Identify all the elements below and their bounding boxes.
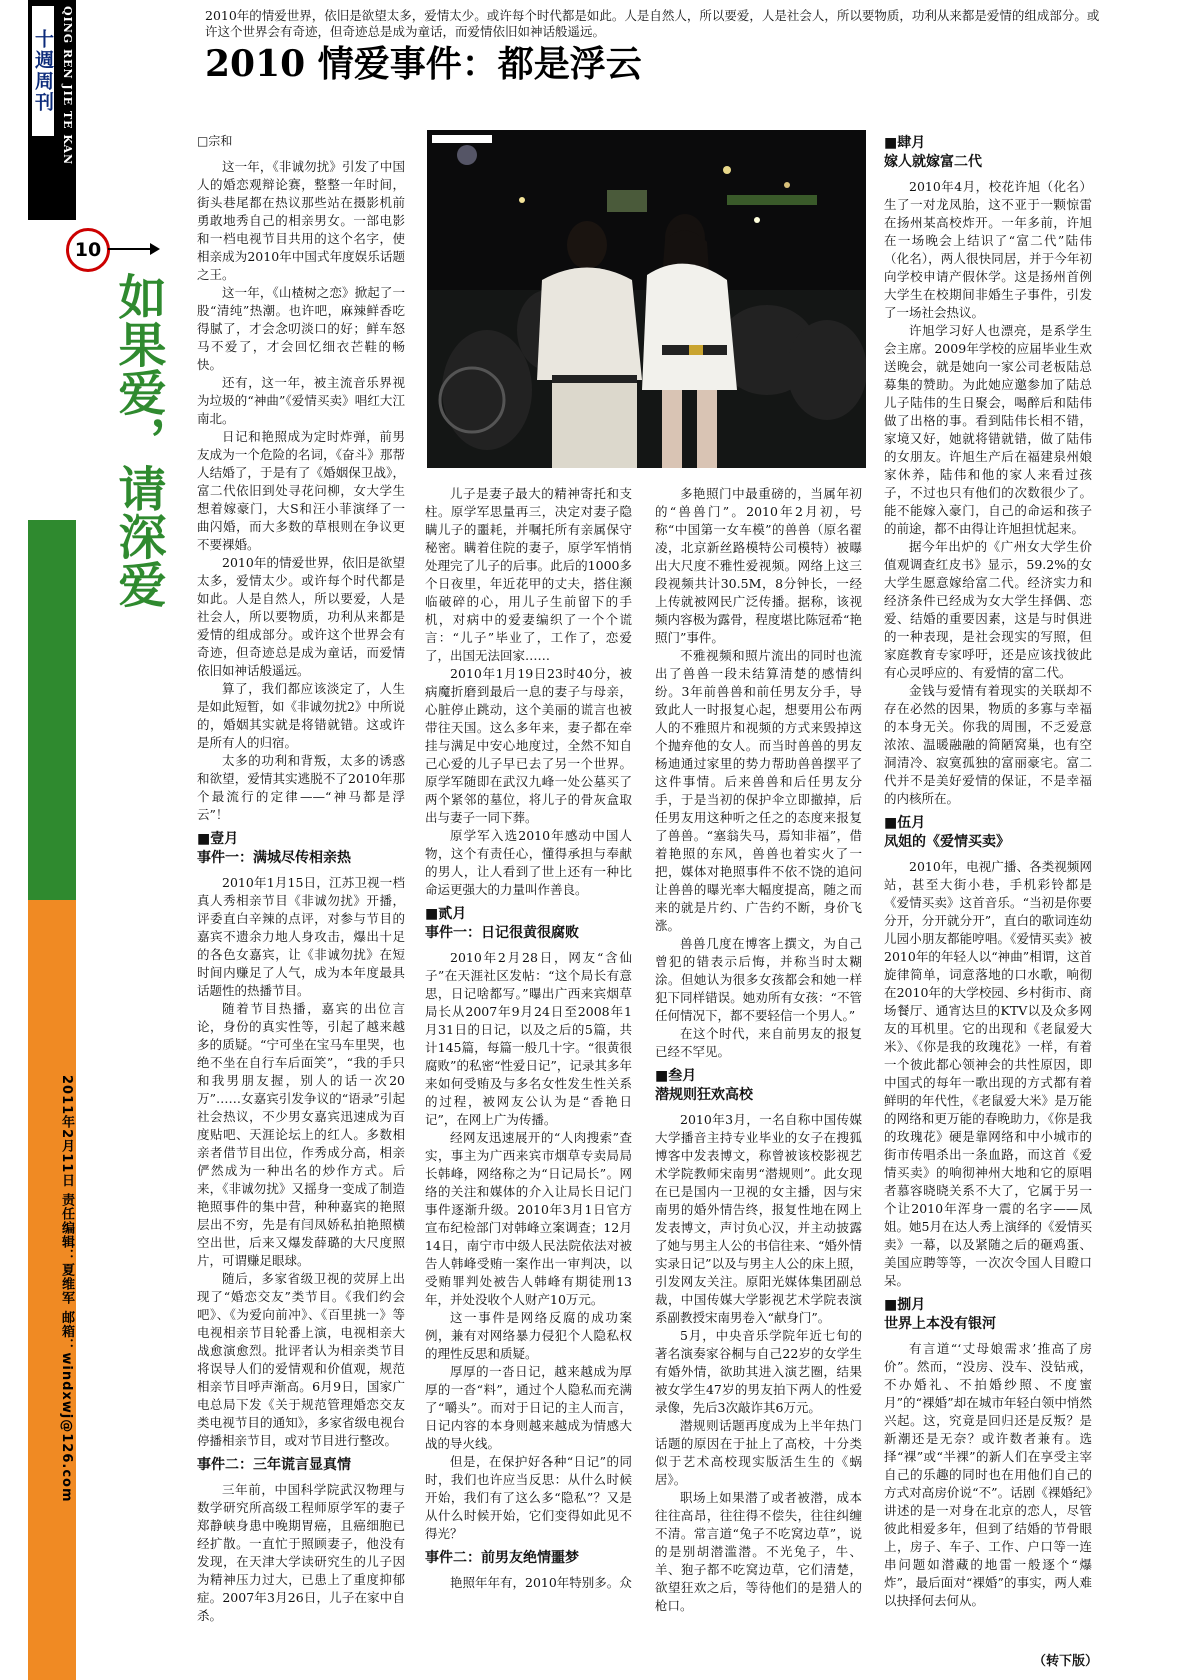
month-heading-may: ■伍月: [884, 815, 926, 831]
month-heading-february: ■贰月: [425, 906, 467, 922]
article-intro: 2010年的情爱世界，依旧是欲望太多，爱情太少。或许每个时代都是如此。人是自然人，所以要爱，人是社会人，所以要物质，功利从来都是爱情的组成部分。或许这个世界会有奇迹，但奇迹总是成为童话，而爱情依旧如神话般遥远。: [205, 8, 1100, 39]
series-title: 如果爱，请深爱: [110, 272, 166, 608]
couple-night-photo: [427, 130, 866, 468]
paragraph: 太多的功利和背叛，太多的诱惑和欲望，爱情其实逃脱不了2010年那个最流行的定律——“神马都是浮云”！: [197, 753, 405, 822]
paragraph: 日记和艳照成为定时炸弹，前男友成为一个危险的名词，《奋斗》那帮人结婚了，于是有了《婚姻保卫战》，富二代依旧到处寻花问柳，女大学生想着嫁豪门，大S和汪小菲演绎了一曲闪婚，而大多数的草根则在争议更不要裸婚。: [197, 429, 405, 552]
paragraph: 金钱与爱情有着现实的关联却不存在必然的因果，物质的多寡与幸福的本身无关。你我的周围，不乏爱意浓浓、温暖融融的简陋窝巢，也有空洞清冷、寂寞孤独的富丽豪宅。富二代并不是美好爱情的保证，不是幸福的内核所在。: [884, 683, 1092, 806]
event-heading: 事件一：日记很黄很腐败: [425, 925, 579, 941]
month-heading-march: ■叁月: [655, 1068, 697, 1084]
paragraph: 厚厚的一沓日记，越来越成为厚厚的一沓“料”，通过个人隐私而充满了“嚼头”。而对于日记的主人而言，日记内容的本身则越来越成为情感大战的导火线。: [425, 1364, 632, 1451]
event-heading: 潜规则狂欢高校: [655, 1087, 753, 1103]
paragraph: 2010年的情爱世界，依旧是欲望太多，爱情太少。或许每个时代都是如此。人是自然人，所以要爱，人是社会人，所以要物质，功利从来都是爱情的组成部分。或许这个世界会有奇迹，但奇迹总是成为童话，而爱情依旧如神话般遥远。: [197, 555, 405, 678]
paragraph: 2010年1月19日23时40分，被病魔折磨到最后一息的妻子与母亲，心脏停止跳动，这个美丽的谎言也被带往天国。这么多年来，妻子都在牵挂与满足中安心地度过，全然不知自己心爱的儿子早已去了另一个世界。原学军随即在武汉九峰一处公墓买了两个紧邻的墓位，将儿子的骨灰盒取出与妻子一同下葬。: [425, 666, 632, 825]
page-footer-info: 2011年2月11日 责任编辑：夏维军 邮箱：windxwj@126.com: [59, 1075, 74, 1503]
paragraph: 2010年4月，校花许旭（化名）生了一对龙凤胎，这不亚于一颗惊雷在扬州某高校炸开。一年多前，许旭在一场晚会上结识了“富二代”陆伟（化名），两人很快同居，并于今年初向学校申请产假休学。这是扬州首例大学生在校期间非婚生子事件，引发了一场社会热议。: [884, 179, 1092, 320]
paragraph: 随着节目热播，嘉宾的出位言论，身份的真实性等，引起了越来越多的质疑。“宁可坐在宝马车里哭，也绝不坐在自行车后面笑”，“我的手只和我男朋友握，别人的话一次20万”……女嘉宾引发争议的“语录”引起社会热议，不少男女嘉宾迅速成为百度贴吧、天涯论坛上的红人。多数相亲者借节目出位，作秀成分高，相亲俨然成为一种出名的炒作方式。后来，《非诚勿扰》又摇身一变成了制造艳照事件的集中营，种种嘉宾的艳照层出不穷，先是有闫凤娇私拍艳照横空出世，后来又爆发薛璐的大尺度照片，可谓赚足眼球。: [197, 1001, 405, 1268]
event-heading: 事件二：三年谎言显真情: [197, 1457, 351, 1473]
masthead-title: 十週周刊: [32, 6, 54, 136]
paragraph: 还有，这一年，被主流音乐界视为垃圾的“神曲”《爱情买卖》唱红大江南北。: [197, 375, 405, 426]
article-column-2: [425, 485, 632, 1592]
paragraph: 但是，在保护好各种“日记”的同时，我们也许应当反思：从什么时候开始，我们有了这么多“隐私”？又是从什么时候开始，它们变得如此见不得光？: [425, 1454, 632, 1541]
sidebar-green-band: [28, 520, 76, 900]
paragraph: 这一事件是网络反腐的成功案例，兼有对网络暴力侵犯个人隐私权的理性反思和质疑。: [425, 1310, 632, 1361]
event-heading: 世界上本没有银河: [884, 1316, 996, 1332]
page-number-badge: 10: [66, 228, 110, 272]
article-column-1: [197, 132, 405, 1625]
paragraph: 兽兽几度在博客上撰文，为自己曾犯的错表示后悔，并称当时太糊涂。但她认为很多女孩都会和她一样犯下同样错误。她劝所有女孩：“不管任何情况下，都不要轻信一个男人。”: [655, 936, 862, 1023]
paragraph: 三年前，中国科学院武汉物理与数学研究所高级工程师原学军的妻子郑静峡身患中晚期胃癌，且癌细胞已经扩散。一直忙于照顾妻子，他没有发现，在天津大学读研究生的儿子因为精神压力过大，已患上了重度抑郁症。2007年3月26日，儿子在家中自杀。: [197, 1482, 405, 1623]
paragraph: 这一年，《山楂树之恋》掀起了一股“清纯”热潮。也许吧，麻辣鲜香吃得腻了，才会念叨淡口的好；鲜车怒马不爱了，才会回忆细衣芒鞋的畅快。: [197, 285, 405, 372]
article-byline: □宗和: [197, 134, 233, 148]
month-heading-april: ■肆月: [884, 135, 926, 151]
article-column-4: [884, 134, 1092, 1610]
event-heading: 凤姐的《爱情买卖》: [884, 834, 1010, 850]
continued-note: （转下版）: [1032, 1654, 1098, 1669]
paragraph: 潜规则话题再度成为上半年热门话题的原因在于扯上了高校，十分类似于艺术高校现实版活生生的《蜗居》。: [655, 1418, 862, 1487]
paragraph: 2010年1月15日，江苏卫视一档真人秀相亲节目《非诚勿扰》开播，评委直白辛辣的点评，对参与节目的嘉宾不遗余力地人身攻击，爆出十足的各色女嘉宾，让《非诚勿扰》在短时间内赚足了人气，成为本年度最具话题性的热播节目。: [197, 875, 405, 998]
paragraph: 随后，多家省级卫视的荧屏上出现了“婚恋交友”类节目。《我们约会吧》、《为爱向前冲》、《百里挑一》等电视相亲节目轮番上演，电视相亲大战愈演愈烈。批评者认为相亲类节目将误导人们的爱情观和价值观，规范相亲节目呼声渐高。6月9日，国家广电总局下发《关于规范管理婚恋交友类电视节目的通知》，多家省级电视台停播相亲节目，或对节目进行整改。: [197, 1271, 405, 1448]
paragraph: 这一年，《非诚勿扰》引发了中国人的婚恋观辩论赛，整整一年时间，街头巷尾都在热议那些站在摄影机前勇敢地秀自己的相亲男女。一部电影和一档电视节目共用的这个名字，使相亲成为2010年中国式年度娱乐话题之王。: [197, 159, 405, 282]
month-heading-august: ■捌月: [884, 1297, 926, 1313]
paragraph: 原学军入选2010年感动中国人物，这个有责任心，懂得承担与奉献的男人，让人看到了世上还有一种比命运更强大的力量叫作善良。: [425, 828, 632, 897]
paragraph: 5月，中央音乐学院年近七旬的著名演奏家谷桐与自己22岁的女学生有婚外情，欲助其进入演艺圈，结果被女学生47岁的男友拍下两人的性爱录像，先后3次敲诈其6万元。: [655, 1328, 862, 1415]
arrow-right-icon: [150, 243, 160, 255]
paragraph: 职场上如果潜了或者被潜，成本往往高昂，往往得不偿失，往往纠缠不清。常言道“兔子不吃窝边草”，说的是别胡潜滥潜。不光兔子，牛、羊、狍子都不吃窝边草，它们清楚，欲望狂欢之后，等待他们的是猎人的枪口。: [655, 1490, 862, 1613]
event-heading: 事件一：满城尽传相亲热: [197, 850, 351, 866]
event-heading: 嫁人就嫁富二代: [884, 154, 982, 170]
paragraph: 多艳照门中最重磅的，当属年初的“兽兽门”。2010年2月初，号称“中国第一女车模”的兽兽（原名翟凌，北京新丝路模特公司模特）被曝出大尺度不雅性爱视频。网络上这三段视频共计30.5M，8分钟长，一经上传就被网民广泛传播。据称，该视频内容极为露骨，程度堪比陈冠希“艳照门”事件。: [655, 486, 862, 645]
badge-pointer-line: [108, 248, 153, 250]
paragraph: 据今年出炉的《广州女大学生价值观调查红皮书》显示，59.2%的女大学生愿意嫁给富二代。经济实力和经济条件已经成为女大学生择偶、恋爱、结婚的重要因素，这是与时俱进的一种表现，是社会现实的写照，但家庭教育专家呼吁，还是应该找彼此有心灵呼应的、有爱情的富二代。: [884, 539, 1092, 680]
paragraph: 2010年3月，一名自称中国传媒大学播音主持专业毕业的女子在搜狐博客中发表博文，称曾被该校影视艺术学院教师宋南男“潜规则”。此女现在已是国内一卫视的女主播，因与宋南男的婚外情告终，报复性地在网上发表博文，声讨负心汉，并主动披露了她与男主人公的书信往来、“婚外情实录日记”以及与男主人公的床上照，引发网友关注。原阳光媒体集团副总裁，中国传媒大学影视艺术学院表演系副教授宋南男卷入“献身门”。: [655, 1112, 862, 1325]
paragraph: 在这个时代，来自前男友的报复已经不罕见。: [655, 1026, 862, 1059]
paragraph: 2010年，电视广播、各类视频网站，甚至大街小巷，手机彩铃都是《爱情买卖》这首音乐。“当初是你要分开，分开就分开”，直白的歌词连幼儿园小朋友都能哼唱。《爱情买卖》被2010年的年轻人以“神曲”相谓，这首旋律简单，词意落地的口水歌，响彻在2010年的大学校园、乡村街市、商场餐厅、通宵达旦的KTV以及众多网友的耳机里。它的出现和《老鼠爱大米》、《你是我的玫瑰花》一样，有着一个彼此都心领神会的共性原因，即中国式的每年一歌出现的方式都有着鲜明的年代性，《老鼠爱大米》是万能的网络和更万能的春晚助力，《你是我的玫瑰花》硬是靠网络和中小城市的街市传唱杀出一条血路，而这首《爱情买卖》的响彻神州大地和它的原唱者慕容晓晓关系不大了，它属于另一个让2010年浑身一震的名字——凤姐。她5月在达人秀上演绎的《爱情买卖》一幕，以及紧随之后的砸鸡蛋、美国应聘等等，一次次令国人目瞪口呆。: [884, 859, 1092, 1288]
paragraph: 儿子是妻子最大的精神寄托和支柱。原学军思量再三，决定对妻子隐瞒儿子的噩耗，并嘱托所有亲属保守秘密。瞒着住院的妻子，原学军悄悄处理完了儿子的后事。此后的1000多个日夜里，年近花甲的丈夫，搭住濒临破碎的心，用儿子生前留下的手机，对病中的爱妻编织了一个个谎言：“儿子”毕业了，工作了，恋爱了，出国无法回家……: [425, 486, 632, 663]
paragraph: 有言道“‘丈母娘需求’推高了房价”。然而，“没房、没车、没钻戒，不办婚礼、不拍婚纱照、不度蜜月”的“裸婚”却在城市年轻白领中悄然兴起。这，究竟是回归还是反叛？是新潮还是无奈？或许数者兼有。选择“裸”或“半裸”的新人们在享受主宰自己的乐趣的同时也在用他们自己的方式对高房价说“不”。话剧《裸婚纪》讲述的是一对身在北京的恋人，尽管彼此相爱多年，但到了结婚的节骨眼上，房子、车子、工作、户口等一连串问题如潜藏的地雷一般逐个“爆炸”，最后面对“裸婚”的事实，两人难以抉择何去何从。: [884, 1341, 1092, 1608]
paragraph: 经网友迅速展开的“人肉搜索”查实，事主为广西来宾市烟草专卖局局长韩峰，网络称之为“日记局长”。网络的关注和媒体的介入让局长日记门事件逐渐升级。2010年3月1日官方宣布纪检部门对韩峰立案调查；12月14日，南宁市中级人民法院依法对被告人韩峰受贿一案作出一审判决，以受贿罪判处被告人韩峰有期徒刑13年，并处没收个人财产10万元。: [425, 1130, 632, 1307]
paragraph: 2010年2月28日，网友“含仙子”在天涯社区发帖：“这个局长有意思，日记啥都写。”曝出广西来宾烟草局长从2007年9月24日至2008年1月31日的日记，以及之后的5篇，共计145篇，每篇一般几十字。“很黄很腐败”的私密“性爱日记”，记录其多年来如何受贿及与多名女性发生性关系的过程，被网友公认为是“香艳日记”，在网上广为传播。: [425, 950, 632, 1127]
article-column-3: [655, 485, 862, 1615]
paragraph: 许旭学习好人也漂亮，是系学生会主席。2009年学校的应届毕业生欢送晚会，就是她向一家公司老板陆总募集的赞助。为此她应邀参加了陆总儿子陆伟的生日聚会，喝醉后和陆伟做了出格的事。看到陆伟长相不错，家境又好，她就将错就错，做了陆伟的女朋友。许旭生产后在福建泉州娘家休养，陆伟和他的家人来看过孩子，不过也只有他们的次数很少了。能不能嫁入豪门，自己的命运和孩子的前途，都不由得让许旭担忧起来。: [884, 323, 1092, 536]
paragraph: 算了，我们都应该淡定了，人生是如此短暂，如《非诚勿扰2》中所说的，婚姻其实就是将错就错。这或许是所有人的归宿。: [197, 681, 405, 750]
paragraph: 不雅视频和照片流出的同时也流出了兽兽一段未结算清楚的感情纠纷。3年前兽兽和前任男友分手，导致此人一时报复心起，想要用公布两人的不雅照片和视频的方式来毁掉这个抛弃他的女人。而当时兽兽的男友杨迪通过家里的势力帮助兽兽摆平了这件事情。后来兽兽和后任男友分手，于是当初的保护伞立即撤掉，后任男友用这种听之任之的态度来报复了兽兽。“塞翁失马，焉知非福”，借着艳照的东风，兽兽也着实火了一把，媒体对艳照事件不依不饶的追问让兽兽的曝光率大幅度提高，随之而来的就是片约、广告约不断，身价飞涨。: [655, 648, 862, 933]
masthead-pinyin: QING REN JIE TE KAN: [61, 6, 74, 166]
month-heading-january: ■壹月: [197, 831, 239, 847]
article-headline: 2010 情爱事件：都是浮云: [205, 43, 642, 85]
event-heading: 事件二：前男友绝情噩梦: [425, 1550, 579, 1566]
paragraph: 艳照年年有，2010年特别多。众: [450, 1575, 632, 1590]
